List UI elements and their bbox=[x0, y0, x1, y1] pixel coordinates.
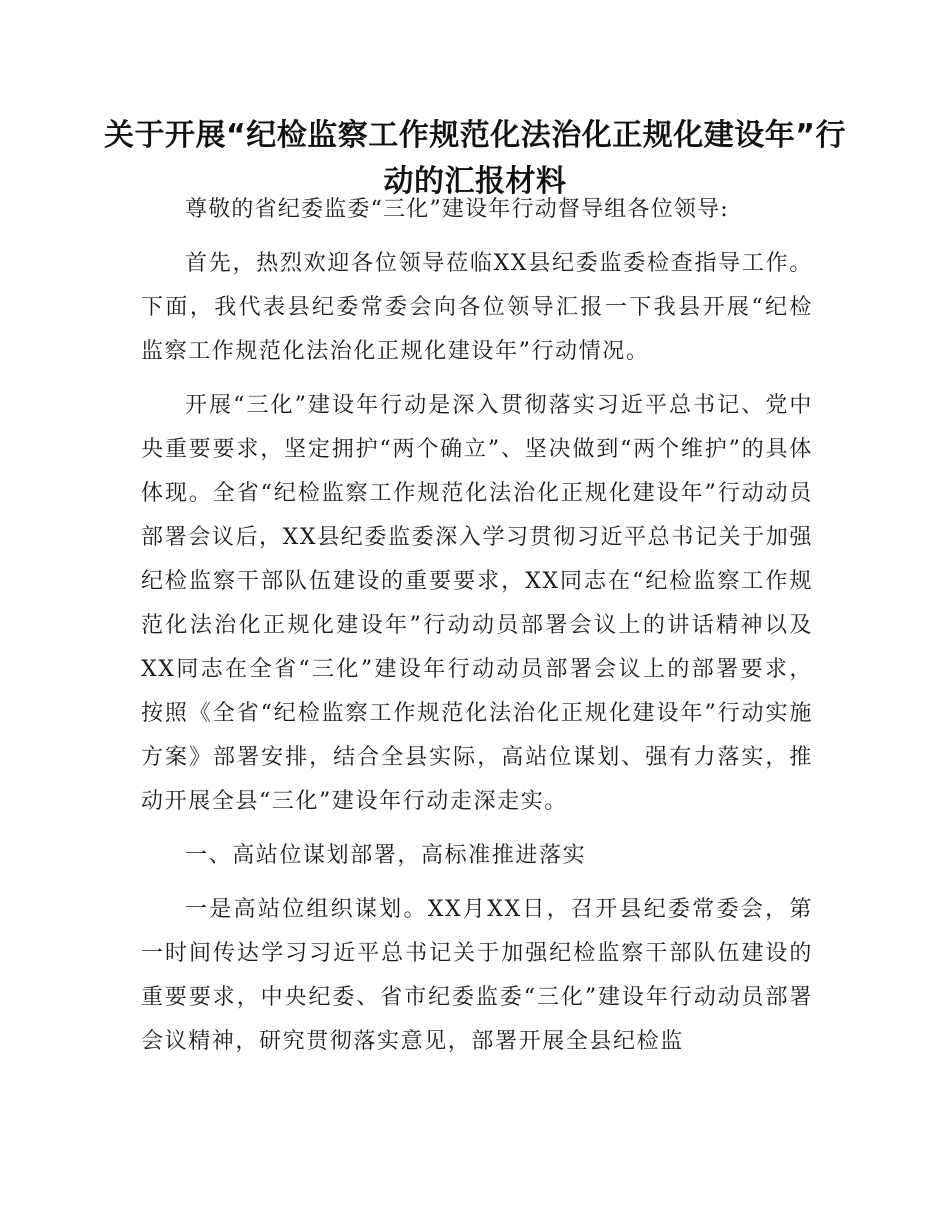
salutation-paragraph: 尊敬的省纪委监委“三化”建设年行动督导组各位领导: bbox=[185, 197, 729, 222]
document-body bbox=[141, 188, 813, 1074]
background-paragraph: 开展“三化”建设年行动是深入贯彻落实习近平总书记、党中央重要要求，坚定拥护“两个确立”、坚决做到“两个维护”的具体体现。全省“纪检监察工作规范化法治化正规化建设年”行动动员部署会议后，XX县纪委监委深入学习贯彻习近平总书记关于加强纪检监察干部队伍建设的重要要求，XX同志在“纪检监察工作规范化法治化正规化建设年”行动动员部署会议上的讲话精神以及XX同志在全省“三化”建设年行动动员部署会议上的部署要求，按照《全省“纪检监察工作规范化法治化正规化建设年”行动实施方案》部署安排，结合全县实际，高站位谋划、强有力落实，推动开展全县“三化”建设年行动走深走实。 bbox=[141, 393, 813, 814]
document-title: 关于开展“纪检监察工作规范化法治化正规化建设年”行动的汇报材料 bbox=[104, 118, 846, 199]
section-heading: 一、高站位谋划部署，高标准推进落实 bbox=[185, 843, 587, 868]
opening-paragraph: 首先，热烈欢迎各位领导莅临XX县纪委监委检查指导工作。下面，我代表县纪委常委会向各位领导汇报一下我县开展“纪检监察工作规范化法治化正规化建设年”行动情况。 bbox=[141, 251, 813, 364]
section-paragraph: 一是高站位组织谋划。XX月XX日，召开县纪委常委会，第一时间传达学习习近平总书记关于加强纪检监察干部队伍建设的重要要求，中央纪委、省市纪委监委“三化”建设年行动动员部署会议精神，研究贯彻落实意见，部署开展全县纪检监 bbox=[141, 897, 813, 1054]
